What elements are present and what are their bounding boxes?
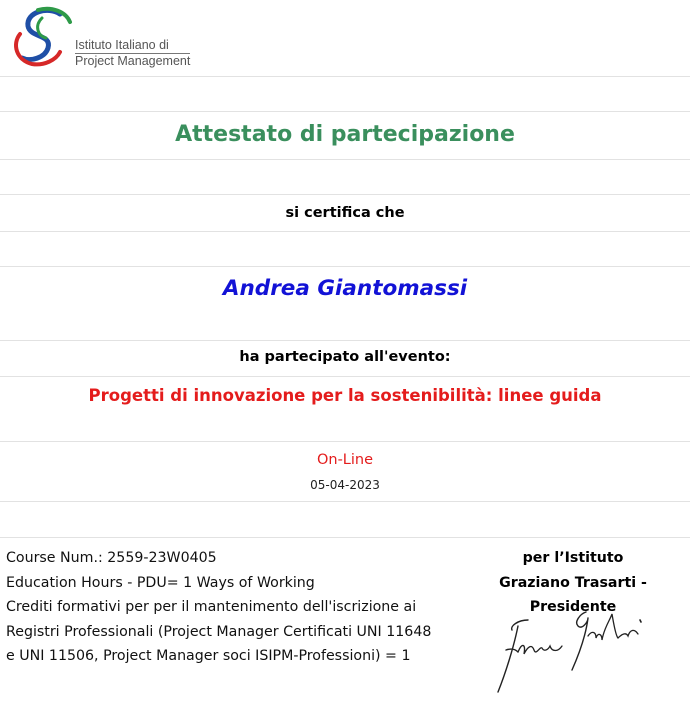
divider: [0, 340, 690, 341]
credits-text-line: Registri Professionali (Project Manager Certificati UNI 11648: [6, 623, 432, 640]
credits-block: [6, 546, 446, 669]
divider: [0, 376, 690, 377]
event-title: Progetti di innovazione per la sostenibilità: linee guida: [88, 386, 602, 405]
course-number: Course Num.: 2559-23W0405: [6, 550, 217, 566]
divider: [0, 111, 690, 112]
credits-text-line: Crediti formativi per per il mantenimento dell'iscrizione ai: [6, 599, 417, 615]
signatory-name: Graziano Trasarti - Presidente: [499, 574, 647, 615]
divider: [0, 231, 690, 232]
isipm-logo: [8, 4, 208, 70]
isipm-swoosh-icon: [8, 4, 78, 70]
divider: [0, 266, 690, 267]
certifies-label: si certifica che: [285, 205, 405, 221]
logo-line-2: Project Management: [75, 54, 191, 68]
divider: [0, 159, 690, 160]
logo-wordmark: [75, 38, 190, 68]
education-hours: Education Hours - PDU= 1 Ways of Working: [6, 574, 315, 591]
event-location: On-Line: [316, 452, 374, 468]
divider: [0, 537, 690, 538]
divider: [0, 441, 690, 442]
signatory-for-label: per l’Istituto: [522, 550, 624, 566]
recipient-name: Andrea Giantomassi: [222, 276, 468, 301]
logo-line-1: Istituto Italiano di: [75, 38, 190, 54]
event-date: 05-04-2023: [310, 478, 380, 492]
divider: [0, 501, 690, 502]
certificate-title: Attestato di partecipazione: [175, 122, 515, 147]
divider: [0, 76, 690, 77]
handwritten-signature: [488, 600, 658, 700]
divider: [0, 194, 690, 195]
participated-label: ha partecipato all'evento:: [239, 349, 451, 365]
credits-text-line: e UNI 11506, Project Manager soci ISIPM-Professioni) = 1: [6, 648, 411, 664]
